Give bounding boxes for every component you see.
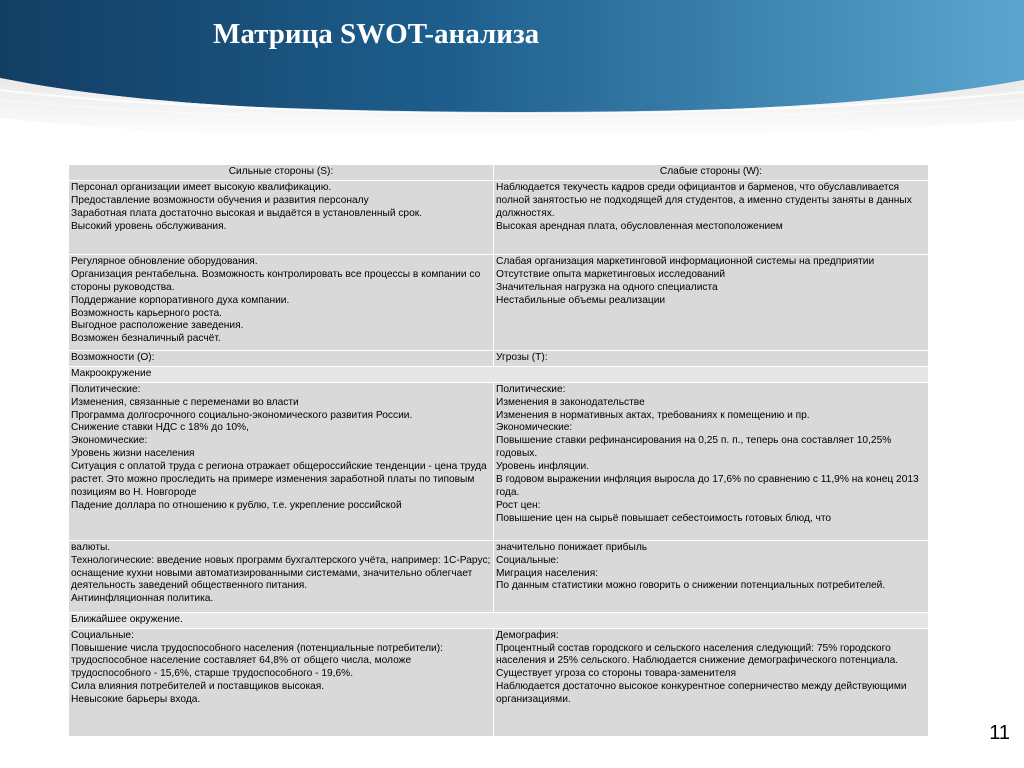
weaknesses-cell: Наблюдается текучесть кадров среди официантов и барменов, что обуславливается полной занятостью не подходящей для студентов, а именно студенты заняты в данных должностях. Высокая арендная плата, обусловленная местоположением: [494, 180, 929, 254]
near-environment-label: Ближайшее окружение.: [69, 612, 929, 628]
opportunities-cell: Социальные: Повышение числа трудоспособного населения (потенциальные потребители): трудоспособное население составляет 64,8% от общего числа, моложе трудоспособного - 15,6%, старше трудоспособного - 19,6%. Сила влияния потребителей и поставщиков высокая. Невысокие барьеры входа.: [69, 628, 494, 736]
table-row: [69, 612, 929, 628]
table-row: [69, 165, 929, 181]
strengths-cell: Персонал организации имеет высокую квалификацию. Предоставление возможности обучения и развития персоналу Заработная плата достаточно высокая и выдаётся в установленный срок. Высокий уровень обслуживания.: [69, 180, 494, 254]
table-row: [69, 366, 929, 382]
table-row: [69, 180, 929, 254]
threats-cell: Демография: Процентный состав городского и сельского населения следующий: 75% городского населения и 25% сельского. Наблюдается снижение демографического потенциала. Существует угроза со стороны товара-заменителя Наблюдается достаточно высокое конкурентное соперничество между действующими организациями.: [494, 628, 929, 736]
threats-cell: Политические: Изменения в законодательстве Изменения в нормативных актах, требованиях к помещению и пр. Экономические: Повышение ставки рефинансирования на 0,25 п. п., теперь она составляет 10,25% годовых. Уровень инфляции. В годовом выражении инфляция выросла до 17,6% по сравнению с 11,9% на конец 2013 года. Рост цен: Повышение цен на сырьё повышает себестоимость готовых блюд, что: [494, 382, 929, 540]
macro-environment-label: Макроокружение: [69, 366, 929, 382]
slide-title: Матрица SWOT-анализа: [213, 18, 540, 50]
weaknesses-header: Слабые стороны (W):: [494, 165, 929, 181]
swot-table: [68, 164, 929, 737]
strengths-header: Сильные стороны (S):: [69, 165, 494, 181]
table-row: [69, 350, 929, 366]
threats-cell: значительно понижает прибыль Социальные: Миграция населения: По данным статистики можно говорить о снижении потенциальных потребителей.: [494, 540, 929, 612]
weaknesses-cell: Слабая организация маркетинговой информационной системы на предприятии Отсутствие опыта маркетинговых исследований Значительная нагрузка на одного специалиста Нестабильные объемы реализации: [494, 254, 929, 350]
table-row: [69, 382, 929, 540]
strengths-cell: Регулярное обновление оборудования. Организация рентабельна. Возможность контролировать все процессы в компании со стороны руководства. Поддержание корпоративного духа компании. Возможность карьерного роста. Выгодное расположение заведения. Возможен безналичный расчёт.: [69, 254, 494, 350]
opportunities-cell: Политические: Изменения, связанные с переменами во власти Программа долгосрочного социально-экономического развития России. Снижение ставки НДС с 18% до 10%, Экономические: Уровень жизни населения Ситуация с оплатой труда с региона отражает общероссийские тенденции - цена труда растет. Это можно проследить на примере изменения заработной платы по типовым позициям во Н. Новгороде Падение доллара по отношению к рублю, т.е. укрепление российской: [69, 382, 494, 540]
table-row: [69, 628, 929, 736]
table-row: [69, 254, 929, 350]
threats-header: Угрозы (T):: [494, 350, 929, 366]
table-row: [69, 540, 929, 612]
page-number: 11: [989, 722, 1010, 744]
opportunities-header: Возможности (O):: [69, 350, 494, 366]
opportunities-cell: валюты. Технологические: введение новых программ бухгалтерского учёта, например: 1С-Рарус; оснащение кухни новыми автоматизированными системами, значительно облегчает деятельность заведений общественного питания. Антиинфляционная политика.: [69, 540, 494, 612]
